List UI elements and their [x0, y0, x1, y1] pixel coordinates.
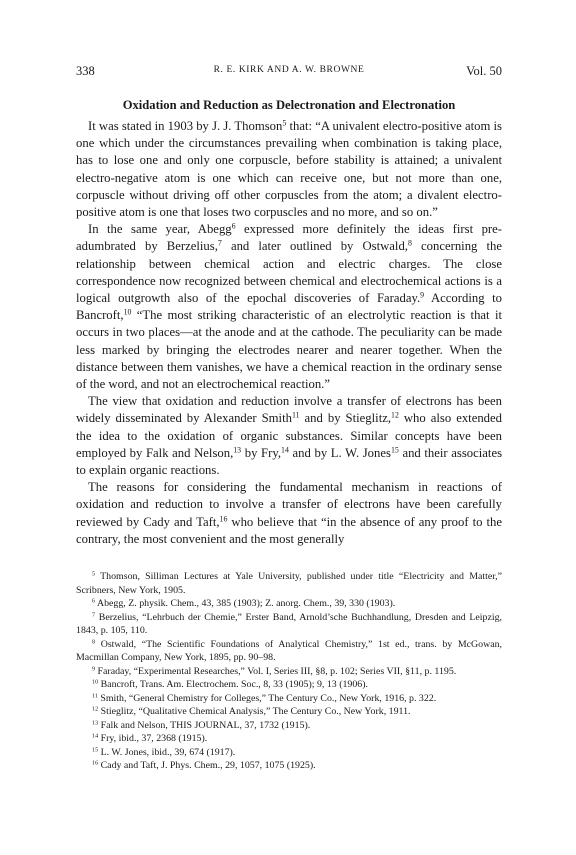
footnote-reference: 12: [391, 411, 399, 421]
footnote: [76, 638, 502, 665]
footnote-reference: 13: [233, 445, 242, 455]
paragraph-text: It was stated in 1903 by J. J. Thomson: [88, 119, 283, 133]
footnote-mark: 5: [92, 571, 96, 578]
paragraph-text: who believe that “in the absence of any proof to the contrary, the most convenient and the most generally: [76, 514, 502, 546]
footnote-text: Cady and Taft, J. Phys. Chem., 29, 1057, 1075 (1925).: [98, 760, 316, 771]
paragraph-text: “The most striking characteristic of an electrolytic reaction is that it occurs in two places—at the anode and at the cathode. The peculiarity can be made less marked by bringing the electrodes nearer and nearer together. When the distance between them vanishes, we have a chemical reaction in the ordinary sense of the word, and not an electrochemical reaction.”: [76, 308, 502, 392]
footnote-reference: 11: [291, 411, 300, 421]
paragraph-text: and by Stieglitz,: [299, 411, 392, 426]
footnote: [76, 692, 502, 706]
footnote: [76, 746, 502, 760]
body-paragraph: [76, 479, 502, 548]
footnote-reference: 8: [407, 239, 412, 249]
footnote-text: Fry, ibid., 37, 2368 (1915).: [98, 733, 208, 744]
running-title: R. E. KIRK AND A. W. BROWNE: [213, 65, 365, 75]
footnote: [76, 705, 502, 719]
footnote-mark: 15: [92, 747, 99, 754]
paragraph-text: expressed more definitely the ideas first pre-adumbrated by Berzelius,: [76, 222, 502, 254]
section-title: Oxidation and Reduction as Delectronation and Electronation: [122, 98, 456, 112]
footnote-reference: 15: [390, 445, 399, 455]
volume-label: Vol. 50: [466, 64, 502, 78]
footnote-mark: 8: [92, 639, 96, 646]
footnote-mark: 11: [92, 693, 98, 700]
footnote-mark: 7: [92, 612, 96, 619]
footnote: [76, 570, 502, 597]
footnotes: [76, 570, 502, 773]
paragraph-text: who also extended the idea to the oxidation of organic substances. Similar concepts have been employed by Falk and Nelson,: [76, 411, 502, 460]
paragraph-text: concerning the relationship between chemical action and electric charges. The close correspondence now recognized between chemical and electrochemical actions is a logical outgrowth also of the epochal discoveries of Faraday.: [76, 239, 502, 306]
footnote-text: Smith, “General Chemistry for Colleges,” The Century Co., New York, 1916, p. 322.: [97, 692, 437, 704]
paragraph-text: and their associates to explain organic reactions.: [76, 445, 503, 478]
footnote-text: Falk and Nelson, THIS JOURNAL, 37, 1732 (1915).: [98, 719, 311, 731]
footnote-reference: 9: [420, 290, 425, 300]
footnote-reference: 6: [231, 221, 236, 231]
footnote-text: Bancroft, Trans. Am. Electrochem. Soc., 8, 33 (1905); 9, 13 (1906).: [98, 679, 369, 690]
footnote-reference: 16: [219, 514, 228, 524]
footnote-mark: 12: [92, 706, 99, 713]
body-text: [76, 118, 502, 548]
footnote-text: Faraday, “Experimental Researches,” Vol. I, Series III, §8, p. 102; Series VII, §11, p. 1195.: [95, 665, 457, 677]
footnote-text: Ostwald, “The Scientific Foundations of Analytical Chemistry,” 1st ed., trans. by McGowan, Macmillan Company, New York, 1895, pp. 90–98.: [76, 638, 502, 663]
paragraph-text: and later outlined by Ostwald,: [221, 239, 408, 254]
paragraph-text: by Fry,: [241, 445, 282, 460]
footnote-mark: 13: [92, 720, 99, 727]
footnote-reference: 5: [282, 118, 287, 128]
paragraph-text: The view that oxidation and reduction involve a transfer of electrons has been widely disseminated by Alexander Smith: [76, 394, 502, 426]
footnote-reference: 7: [217, 239, 222, 249]
footnote: [76, 732, 502, 746]
paragraph-text: According to Bancroft,: [76, 291, 502, 323]
paragraph-text: and by L. W. Jones: [288, 445, 391, 460]
footnote-reference: 10: [123, 307, 132, 317]
paragraph-text: In the same year, Abegg: [88, 222, 232, 237]
footnote-mark: 9: [92, 666, 96, 673]
footnote-mark: 10: [92, 679, 99, 686]
footnote: [76, 665, 502, 679]
paragraph-text: The reasons for considering the fundamental mechanism in reactions of oxidation and reduction to involve a transfer of electrons have been carefully reviewed by Cady and Taft,: [76, 480, 502, 529]
footnote-text: Stieglitz, “Qualitative Chemical Analysis,” The Century Co., New York, 1911.: [98, 706, 411, 717]
footnote-mark: 6: [92, 598, 96, 605]
footnote: [76, 759, 502, 773]
page-number: 338: [76, 64, 95, 78]
page-header: [76, 64, 502, 84]
body-paragraph: [76, 118, 502, 221]
body-paragraph: [76, 221, 502, 393]
footnote: [76, 611, 502, 638]
footnote: [76, 597, 502, 611]
body-paragraph: [76, 393, 502, 479]
footnote-mark: 14: [92, 733, 99, 740]
footnote-text: Abegg, Z. physik. Chem., 43, 385 (1903); Z. anorg. Chem., 39, 330 (1903).: [95, 598, 396, 609]
footnote-mark: 16: [92, 760, 99, 767]
footnote: [76, 678, 502, 692]
paragraph-text: that: “A univalent electro-positive atom is one which under the circumstances prevailing when combination is taking place, has to lose one and only one corpuscle, before stability is attained; a univalent electro-negative atom is one which can receive one, but not more than one, corpuscle without driving off other corpuscles from the atom; a divalent electro-positive atom is one that loses two corpuscles and no more, and so on.”: [76, 119, 502, 220]
footnote-text: Berzelius, “Lehrbuch der Chemie,” Erster Band, Arnold’sche Buchhandlung, Dresden and Leipzig, 1843, p. 105, 110.: [76, 611, 502, 636]
footnote: [76, 719, 502, 733]
footnote-text: Thomson, Silliman Lectures at Yale University, published under title “Electricity and Matter,” Scribners, New York, 1905.: [76, 571, 502, 596]
footnote-text: L. W. Jones, ibid., 39, 674 (1917).: [98, 746, 236, 758]
footnote-reference: 14: [281, 445, 289, 455]
